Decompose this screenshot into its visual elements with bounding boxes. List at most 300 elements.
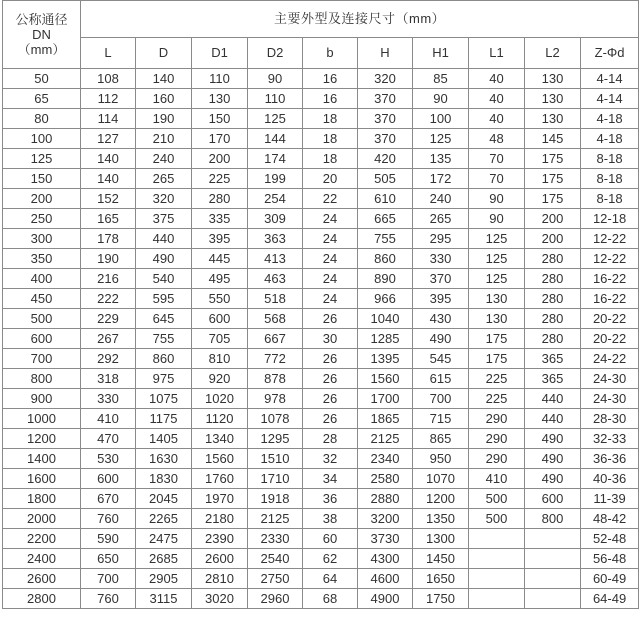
dn-cell: 800 xyxy=(3,369,81,389)
table-cell: 175 xyxy=(469,349,525,369)
table-cell xyxy=(525,569,581,589)
table-cell: 24-22 xyxy=(581,349,639,369)
table-cell: 32 xyxy=(303,449,358,469)
table-cell: 1710 xyxy=(248,469,303,489)
dn-cell: 250 xyxy=(3,209,81,229)
table-cell: 1040 xyxy=(358,309,413,329)
table-cell: 2960 xyxy=(248,589,303,609)
table-cell: 330 xyxy=(413,249,469,269)
table-cell: 295 xyxy=(413,229,469,249)
table-cell: 140 xyxy=(136,69,192,89)
table-cell: 700 xyxy=(81,569,136,589)
dn-header-line3: （mm） xyxy=(17,42,66,57)
column-header: Z-Φd xyxy=(581,38,639,69)
table-cell: 24 xyxy=(303,289,358,309)
dn-cell: 1600 xyxy=(3,469,81,489)
table-row xyxy=(3,229,639,249)
table-cell: 1700 xyxy=(358,389,413,409)
table-cell: 1830 xyxy=(136,469,192,489)
table-cell: 495 xyxy=(192,269,248,289)
table-cell: 175 xyxy=(525,189,581,209)
table-cell: 410 xyxy=(81,409,136,429)
table-cell: 16-22 xyxy=(581,289,639,309)
table-cell: 500 xyxy=(469,509,525,529)
table-cell: 860 xyxy=(358,249,413,269)
table-row xyxy=(3,589,639,609)
table-cell: 26 xyxy=(303,309,358,329)
table-cell: 144 xyxy=(248,129,303,149)
table-cell: 199 xyxy=(248,169,303,189)
dn-cell: 2200 xyxy=(3,529,81,549)
table-cell: 370 xyxy=(413,269,469,289)
table-cell: 114 xyxy=(81,109,136,129)
table-cell: 860 xyxy=(136,349,192,369)
table-cell: 11-39 xyxy=(581,489,639,509)
table-cell: 1285 xyxy=(358,329,413,349)
table-cell: 772 xyxy=(248,349,303,369)
table-row xyxy=(3,129,639,149)
table-cell: 330 xyxy=(81,389,136,409)
table-cell: 216 xyxy=(81,269,136,289)
table-cell: 172 xyxy=(413,169,469,189)
table-cell: 280 xyxy=(525,249,581,269)
table-cell: 890 xyxy=(358,269,413,289)
table-cell: 210 xyxy=(136,129,192,149)
table-cell: 335 xyxy=(192,209,248,229)
table-row xyxy=(3,309,639,329)
table-cell: 265 xyxy=(413,209,469,229)
table-cell: 715 xyxy=(413,409,469,429)
table-cell: 600 xyxy=(81,469,136,489)
table-cell: 1918 xyxy=(248,489,303,509)
table-cell: 100 xyxy=(413,109,469,129)
table-cell: 36 xyxy=(303,489,358,509)
table-cell: 24-30 xyxy=(581,369,639,389)
table-cell: 610 xyxy=(358,189,413,209)
table-cell: 292 xyxy=(81,349,136,369)
table-cell: 200 xyxy=(525,209,581,229)
dn-cell: 2600 xyxy=(3,569,81,589)
dn-cell: 400 xyxy=(3,269,81,289)
dn-cell: 80 xyxy=(3,109,81,129)
table-cell: 16-22 xyxy=(581,269,639,289)
dn-cell: 150 xyxy=(3,169,81,189)
table-cell: 110 xyxy=(192,69,248,89)
table-cell: 280 xyxy=(525,289,581,309)
table-cell xyxy=(469,549,525,569)
table-cell: 320 xyxy=(358,69,413,89)
table-cell: 1750 xyxy=(413,589,469,609)
table-cell: 1200 xyxy=(413,489,469,509)
group-title: 主要外型及连接尺寸（mm） xyxy=(81,1,639,38)
dn-cell: 200 xyxy=(3,189,81,209)
table-cell: 1395 xyxy=(358,349,413,369)
table-row xyxy=(3,329,639,349)
table-row xyxy=(3,389,639,409)
table-cell: 140 xyxy=(81,149,136,169)
table-cell: 865 xyxy=(413,429,469,449)
table-cell: 28-30 xyxy=(581,409,639,429)
table-cell: 26 xyxy=(303,389,358,409)
table-cell: 16 xyxy=(303,89,358,109)
table-cell: 463 xyxy=(248,269,303,289)
table-cell: 615 xyxy=(413,369,469,389)
dn-cell: 450 xyxy=(3,289,81,309)
table-cell: 3730 xyxy=(358,529,413,549)
table-cell: 12-18 xyxy=(581,209,639,229)
table-row xyxy=(3,569,639,589)
table-cell: 130 xyxy=(469,309,525,329)
table-cell: 1865 xyxy=(358,409,413,429)
table-cell: 1070 xyxy=(413,469,469,489)
table-cell: 34 xyxy=(303,469,358,489)
table-cell: 175 xyxy=(525,149,581,169)
table-cell: 125 xyxy=(248,109,303,129)
table-cell: 150 xyxy=(192,109,248,129)
table-cell: 440 xyxy=(136,229,192,249)
table-cell: 160 xyxy=(136,89,192,109)
column-header: D2 xyxy=(248,38,303,69)
table-row xyxy=(3,149,639,169)
column-header: L2 xyxy=(525,38,581,69)
table-cell: 370 xyxy=(358,109,413,129)
table-cell: 200 xyxy=(192,149,248,169)
table-cell: 2905 xyxy=(136,569,192,589)
table-cell: 240 xyxy=(413,189,469,209)
table-row xyxy=(3,529,639,549)
table-cell: 1405 xyxy=(136,429,192,449)
table-cell: 190 xyxy=(136,109,192,129)
table-cell: 125 xyxy=(469,249,525,269)
table-cell: 225 xyxy=(469,389,525,409)
table-cell: 48 xyxy=(469,129,525,149)
table-cell xyxy=(469,569,525,589)
table-cell: 650 xyxy=(81,549,136,569)
table-cell: 518 xyxy=(248,289,303,309)
table-cell: 290 xyxy=(469,409,525,429)
table-cell: 550 xyxy=(192,289,248,309)
table-cell: 225 xyxy=(192,169,248,189)
column-header: H xyxy=(358,38,413,69)
table-cell: 18 xyxy=(303,129,358,149)
table-cell: 175 xyxy=(525,169,581,189)
table-cell: 1560 xyxy=(358,369,413,389)
table-cell: 24 xyxy=(303,249,358,269)
table-cell: 26 xyxy=(303,349,358,369)
table-cell: 85 xyxy=(413,69,469,89)
table-row xyxy=(3,289,639,309)
table-cell: 440 xyxy=(525,389,581,409)
table-cell: 430 xyxy=(413,309,469,329)
table-cell: 1630 xyxy=(136,449,192,469)
table-cell: 240 xyxy=(136,149,192,169)
table-cell: 178 xyxy=(81,229,136,249)
table-cell: 4-14 xyxy=(581,69,639,89)
table-cell: 2265 xyxy=(136,509,192,529)
table-cell: 4-18 xyxy=(581,109,639,129)
table-cell: 975 xyxy=(136,369,192,389)
table-row xyxy=(3,469,639,489)
table-cell: 705 xyxy=(192,329,248,349)
table-cell: 966 xyxy=(358,289,413,309)
table-cell: 24 xyxy=(303,229,358,249)
table-cell: 170 xyxy=(192,129,248,149)
dn-cell: 125 xyxy=(3,149,81,169)
table-cell: 2810 xyxy=(192,569,248,589)
table-cell: 365 xyxy=(525,369,581,389)
table-cell: 505 xyxy=(358,169,413,189)
table-cell: 1295 xyxy=(248,429,303,449)
table-cell: 1450 xyxy=(413,549,469,569)
table-cell: 810 xyxy=(192,349,248,369)
table-cell: 68 xyxy=(303,589,358,609)
table-cell: 18 xyxy=(303,149,358,169)
table-cell: 140 xyxy=(81,169,136,189)
table-row xyxy=(3,109,639,129)
table-cell: 20 xyxy=(303,169,358,189)
table-cell: 280 xyxy=(525,309,581,329)
table-row xyxy=(3,409,639,429)
table-cell: 32-33 xyxy=(581,429,639,449)
table-cell: 1650 xyxy=(413,569,469,589)
table-cell: 8-18 xyxy=(581,189,639,209)
table-cell: 490 xyxy=(525,469,581,489)
table-cell: 363 xyxy=(248,229,303,249)
table-cell: 62 xyxy=(303,549,358,569)
table-cell: 125 xyxy=(413,129,469,149)
table-cell: 540 xyxy=(136,269,192,289)
table-cell: 878 xyxy=(248,369,303,389)
table-cell: 38 xyxy=(303,509,358,529)
table-cell: 3115 xyxy=(136,589,192,609)
table-cell: 670 xyxy=(81,489,136,509)
table-cell: 265 xyxy=(136,169,192,189)
table-cell: 90 xyxy=(469,209,525,229)
table-cell: 290 xyxy=(469,449,525,469)
table-cell: 490 xyxy=(525,449,581,469)
table-cell: 165 xyxy=(81,209,136,229)
table-cell: 130 xyxy=(525,69,581,89)
dn-cell: 700 xyxy=(3,349,81,369)
table-cell: 135 xyxy=(413,149,469,169)
table-row xyxy=(3,249,639,269)
dn-cell: 1800 xyxy=(3,489,81,509)
table-cell: 60-49 xyxy=(581,569,639,589)
table-cell: 760 xyxy=(81,589,136,609)
table-cell: 108 xyxy=(81,69,136,89)
dn-cell: 300 xyxy=(3,229,81,249)
table-cell: 4-18 xyxy=(581,129,639,149)
column-header: H1 xyxy=(413,38,469,69)
table-cell: 645 xyxy=(136,309,192,329)
table-cell: 190 xyxy=(81,249,136,269)
dn-cell: 50 xyxy=(3,69,81,89)
table-cell: 152 xyxy=(81,189,136,209)
table-cell: 920 xyxy=(192,369,248,389)
table-cell: 600 xyxy=(192,309,248,329)
table-cell: 2475 xyxy=(136,529,192,549)
table-cell: 64 xyxy=(303,569,358,589)
table-cell: 175 xyxy=(469,329,525,349)
table-cell: 530 xyxy=(81,449,136,469)
table-cell: 2540 xyxy=(248,549,303,569)
table-cell: 90 xyxy=(248,69,303,89)
column-header: D1 xyxy=(192,38,248,69)
table-cell: 2045 xyxy=(136,489,192,509)
table-cell: 1078 xyxy=(248,409,303,429)
table-cell: 130 xyxy=(525,89,581,109)
table-cell: 755 xyxy=(358,229,413,249)
table-cell: 490 xyxy=(413,329,469,349)
dn-cell: 500 xyxy=(3,309,81,329)
table-cell: 4300 xyxy=(358,549,413,569)
table-cell: 950 xyxy=(413,449,469,469)
table-cell: 2125 xyxy=(358,429,413,449)
table-cell: 1340 xyxy=(192,429,248,449)
table-cell: 12-22 xyxy=(581,249,639,269)
table-cell: 1510 xyxy=(248,449,303,469)
table-row xyxy=(3,349,639,369)
table-row xyxy=(3,269,639,289)
table-cell: 8-18 xyxy=(581,169,639,189)
table-cell: 2125 xyxy=(248,509,303,529)
table-cell: 2750 xyxy=(248,569,303,589)
dn-header xyxy=(3,1,81,69)
dn-cell: 900 xyxy=(3,389,81,409)
table-cell: 40 xyxy=(469,69,525,89)
table-cell: 309 xyxy=(248,209,303,229)
table-cell: 48-42 xyxy=(581,509,639,529)
table-cell: 16 xyxy=(303,69,358,89)
table-cell: 1760 xyxy=(192,469,248,489)
table-cell: 130 xyxy=(525,109,581,129)
table-cell: 174 xyxy=(248,149,303,169)
table-cell: 280 xyxy=(525,329,581,349)
table-cell: 70 xyxy=(469,149,525,169)
table-cell: 370 xyxy=(358,129,413,149)
table-cell: 2880 xyxy=(358,489,413,509)
table-cell: 3020 xyxy=(192,589,248,609)
table-cell: 490 xyxy=(525,429,581,449)
table-cell: 26 xyxy=(303,369,358,389)
table-cell: 130 xyxy=(192,89,248,109)
table-cell: 56-48 xyxy=(581,549,639,569)
dn-cell: 2000 xyxy=(3,509,81,529)
table-cell: 12-22 xyxy=(581,229,639,249)
table-cell: 755 xyxy=(136,329,192,349)
column-header: L xyxy=(81,38,136,69)
table-cell: 2600 xyxy=(192,549,248,569)
table-cell: 667 xyxy=(248,329,303,349)
table-cell: 800 xyxy=(525,509,581,529)
table-cell: 145 xyxy=(525,129,581,149)
table-cell: 1350 xyxy=(413,509,469,529)
table-cell: 2330 xyxy=(248,529,303,549)
table-cell: 18 xyxy=(303,109,358,129)
table-cell: 40-36 xyxy=(581,469,639,489)
table-cell: 2390 xyxy=(192,529,248,549)
dn-header-line2: DN xyxy=(32,27,51,42)
dn-cell: 100 xyxy=(3,129,81,149)
table-cell: 420 xyxy=(358,149,413,169)
table-cell: 60 xyxy=(303,529,358,549)
table-row xyxy=(3,429,639,449)
table-cell: 229 xyxy=(81,309,136,329)
dn-cell: 1000 xyxy=(3,409,81,429)
table-cell: 318 xyxy=(81,369,136,389)
table-cell: 490 xyxy=(136,249,192,269)
table-cell: 280 xyxy=(525,269,581,289)
table-cell: 8-18 xyxy=(581,149,639,169)
dn-cell: 600 xyxy=(3,329,81,349)
table-cell: 90 xyxy=(469,189,525,209)
table-row xyxy=(3,449,639,469)
table-cell: 665 xyxy=(358,209,413,229)
table-cell: 28 xyxy=(303,429,358,449)
table-cell: 127 xyxy=(81,129,136,149)
table-cell xyxy=(469,529,525,549)
column-header: D xyxy=(136,38,192,69)
table-row xyxy=(3,369,639,389)
dn-cell: 2800 xyxy=(3,589,81,609)
column-header-row xyxy=(3,38,639,69)
table-cell: 70 xyxy=(469,169,525,189)
table-cell: 125 xyxy=(469,269,525,289)
table-cell: 375 xyxy=(136,209,192,229)
table-cell: 267 xyxy=(81,329,136,349)
table-cell: 20-22 xyxy=(581,309,639,329)
table-cell xyxy=(469,589,525,609)
table-cell: 1175 xyxy=(136,409,192,429)
dn-header-line1: 公称通径 xyxy=(15,12,68,27)
table-cell: 26 xyxy=(303,409,358,429)
table-cell: 1560 xyxy=(192,449,248,469)
table-cell: 280 xyxy=(192,189,248,209)
table-cell: 395 xyxy=(413,289,469,309)
table-cell: 4600 xyxy=(358,569,413,589)
table-cell: 590 xyxy=(81,529,136,549)
table-cell: 1075 xyxy=(136,389,192,409)
table-cell: 4900 xyxy=(358,589,413,609)
table-row xyxy=(3,489,639,509)
table-cell: 395 xyxy=(192,229,248,249)
table-cell: 36-36 xyxy=(581,449,639,469)
dimension-table xyxy=(2,0,639,609)
table-cell: 22 xyxy=(303,189,358,209)
table-cell: 112 xyxy=(81,89,136,109)
table-body xyxy=(3,69,639,609)
table-header-row xyxy=(3,1,639,38)
table-cell: 290 xyxy=(469,429,525,449)
table-row xyxy=(3,169,639,189)
table-cell: 40 xyxy=(469,109,525,129)
table-cell xyxy=(525,589,581,609)
table-cell: 90 xyxy=(413,89,469,109)
table-cell: 24 xyxy=(303,209,358,229)
dn-cell: 1200 xyxy=(3,429,81,449)
table-row xyxy=(3,69,639,89)
table-cell: 320 xyxy=(136,189,192,209)
table-cell: 1970 xyxy=(192,489,248,509)
table-cell: 413 xyxy=(248,249,303,269)
table-cell: 1300 xyxy=(413,529,469,549)
dn-cell: 2400 xyxy=(3,549,81,569)
table-cell: 30 xyxy=(303,329,358,349)
table-cell: 24-30 xyxy=(581,389,639,409)
table-row xyxy=(3,209,639,229)
table-cell: 1120 xyxy=(192,409,248,429)
table-cell: 440 xyxy=(525,409,581,429)
